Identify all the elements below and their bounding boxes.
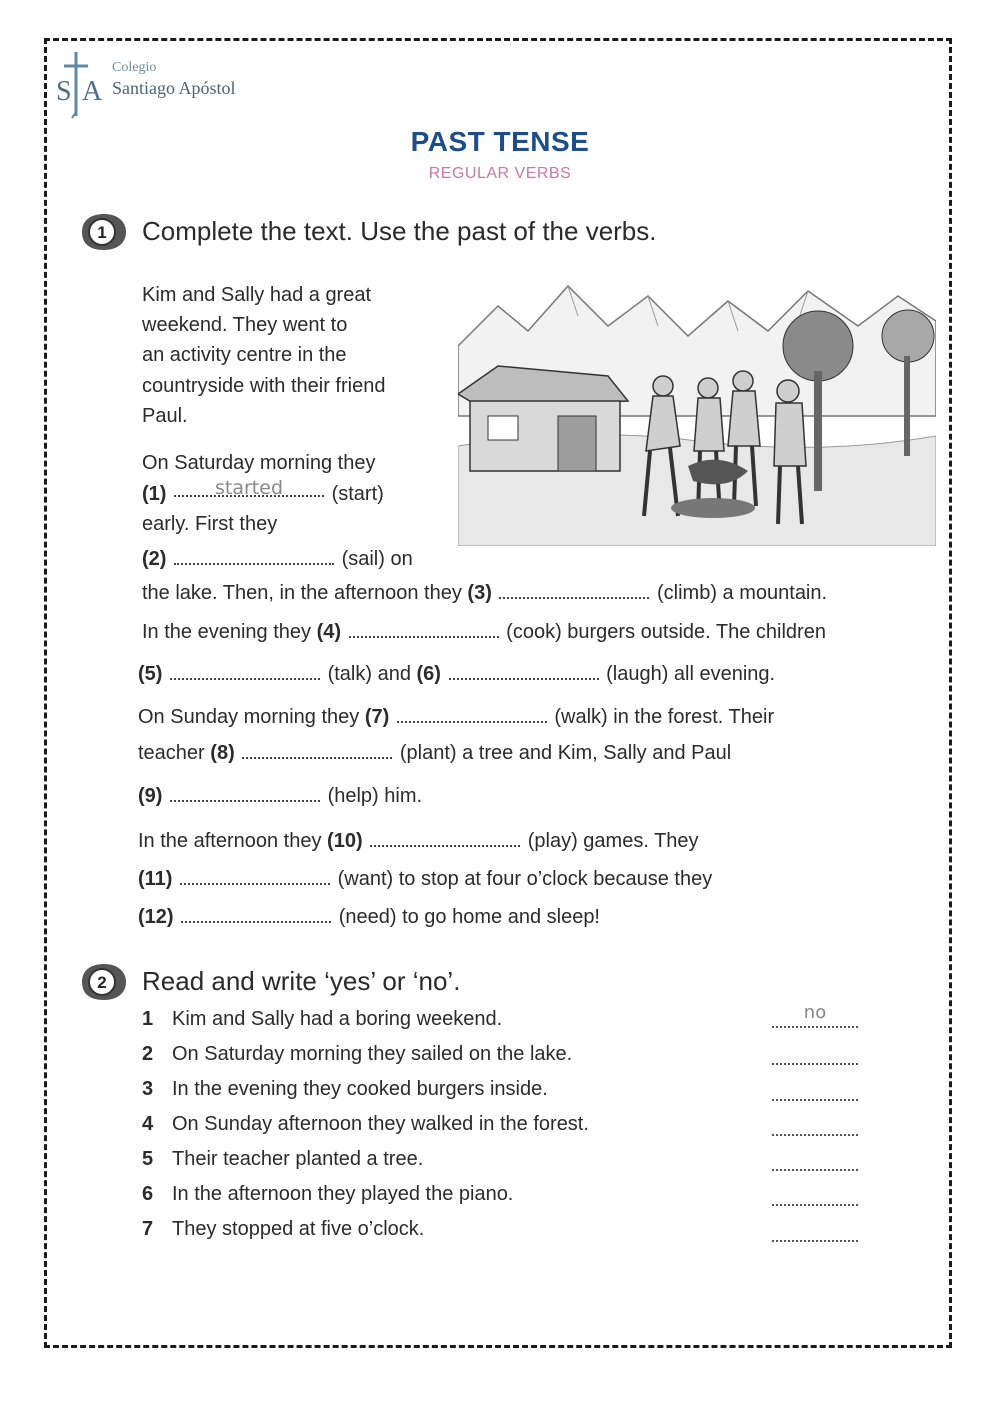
gap-4-input[interactable] bbox=[349, 620, 499, 638]
question-text: They stopped at five o’clock. bbox=[172, 1218, 425, 1240]
text-line-1 bbox=[142, 479, 384, 509]
intro-line: an activity centre in the bbox=[142, 344, 347, 366]
line-text: the lake. Then, in the afternoon they bbox=[142, 582, 462, 604]
gap-number: (12) bbox=[138, 906, 174, 928]
text-line: early. First they bbox=[142, 513, 278, 535]
gap-number: (3) bbox=[467, 582, 492, 604]
text-line-2 bbox=[142, 544, 413, 574]
verb-hint: (talk) and bbox=[327, 663, 411, 685]
verb-hint: (start) bbox=[331, 483, 384, 505]
gap-11-input[interactable] bbox=[180, 867, 330, 885]
question-text: Their teacher planted a tree. bbox=[172, 1148, 424, 1170]
gap-12-input[interactable] bbox=[181, 905, 331, 923]
gap-number: (1) bbox=[142, 483, 167, 505]
question-number: 6 bbox=[142, 1183, 154, 1205]
verb-hint: (plant) a tree and Kim, Sally and Paul bbox=[399, 742, 732, 764]
question-number: 7 bbox=[142, 1218, 154, 1240]
answer-6-input[interactable] bbox=[772, 1190, 858, 1206]
question-text: On Sunday afternoon they walked in the forest. bbox=[172, 1113, 589, 1135]
text-line: On Saturday morning they bbox=[142, 452, 376, 474]
gap-number: (2) bbox=[142, 548, 167, 570]
gap-number: (6) bbox=[416, 663, 441, 685]
exercise-1-number: 1 bbox=[97, 223, 107, 242]
line-text: In the afternoon they bbox=[138, 830, 322, 852]
question-item bbox=[142, 1148, 423, 1171]
intro-line: weekend. They went to bbox=[142, 314, 348, 336]
text-line-11 bbox=[138, 864, 712, 894]
svg-text:S: S bbox=[56, 76, 72, 107]
exercise-number-badge-icon bbox=[76, 212, 128, 252]
verb-hint: (want) to stop at four o’clock because they bbox=[337, 868, 713, 890]
question-number: 1 bbox=[142, 1008, 154, 1030]
question-item bbox=[142, 1183, 513, 1206]
gap-number: (10) bbox=[327, 830, 363, 852]
question-item bbox=[142, 1008, 502, 1031]
question-text: In the evening they cooked burgers inside. bbox=[172, 1078, 548, 1100]
verb-hint: (play) games. They bbox=[527, 830, 699, 852]
answer-7-input[interactable] bbox=[772, 1226, 858, 1242]
answer-2-input[interactable] bbox=[772, 1049, 858, 1065]
logo-college-text: Colegio bbox=[112, 60, 157, 75]
question-text: On Saturday morning they sailed on the lake. bbox=[172, 1043, 573, 1065]
gap-number: (7) bbox=[364, 706, 390, 728]
gap-8-input[interactable] bbox=[242, 741, 392, 759]
text-line-5 bbox=[138, 659, 775, 689]
text-line-10 bbox=[138, 826, 699, 856]
page-title: PAST TENSE bbox=[410, 126, 590, 157]
text-line-8 bbox=[138, 738, 731, 768]
question-item bbox=[142, 1078, 548, 1101]
gap-1-input[interactable]: started bbox=[174, 479, 324, 497]
gap-7-input[interactable] bbox=[397, 705, 547, 723]
gap-9-input[interactable] bbox=[170, 784, 320, 802]
verb-hint: (cook) burgers outside. The children bbox=[506, 621, 826, 643]
question-number: 3 bbox=[142, 1078, 154, 1100]
page-subtitle: REGULAR VERBS bbox=[428, 165, 572, 182]
intro-line: Kim and Sally had a great bbox=[142, 284, 372, 306]
activity-centre-illustration bbox=[458, 276, 936, 546]
question-text: Kim and Sally had a boring weekend. bbox=[172, 1008, 503, 1030]
line-text: teacher bbox=[138, 742, 205, 764]
verb-hint: (sail) on bbox=[341, 548, 413, 570]
intro-line: countryside with their friend bbox=[142, 375, 386, 397]
answer-5-input[interactable] bbox=[772, 1155, 858, 1171]
gap-number: (4) bbox=[316, 621, 342, 643]
question-number: 4 bbox=[142, 1113, 154, 1135]
gap-10-input[interactable] bbox=[370, 829, 520, 847]
question-number: 5 bbox=[142, 1148, 154, 1170]
exercise-2-instruction: Read and write ‘yes’ or ‘no’. bbox=[142, 966, 461, 996]
answer-4-input[interactable] bbox=[772, 1120, 858, 1136]
cross-logo-icon bbox=[54, 50, 110, 120]
verb-hint: (climb) a mountain. bbox=[657, 582, 828, 604]
logo-school-name: Santiago Apóstol bbox=[112, 78, 236, 98]
question-item bbox=[142, 1043, 572, 1066]
exercise-1-instruction: Complete the text. Use the past of the verbs. bbox=[142, 216, 657, 246]
verb-hint: (help) him. bbox=[327, 785, 423, 807]
svg-text:A: A bbox=[82, 76, 103, 107]
gap-6-input[interactable] bbox=[449, 662, 599, 680]
text-line-9 bbox=[138, 781, 422, 811]
question-text: In the afternoon they played the piano. bbox=[172, 1183, 514, 1205]
text-line-4 bbox=[142, 617, 826, 647]
line-text: On Sunday morning they bbox=[138, 706, 360, 728]
question-item bbox=[142, 1113, 589, 1136]
verb-hint: (laugh) all evening. bbox=[606, 663, 776, 685]
gap-5-input[interactable] bbox=[170, 662, 320, 680]
question-item bbox=[142, 1218, 424, 1241]
school-logo bbox=[54, 50, 274, 120]
gap-3-input[interactable] bbox=[499, 581, 649, 599]
exercise-2-number: 2 bbox=[97, 973, 107, 992]
gap-number: (11) bbox=[138, 868, 173, 890]
gap-number: (9) bbox=[138, 785, 163, 807]
verb-hint: (need) to go home and sleep! bbox=[338, 906, 600, 928]
text-line-12 bbox=[138, 902, 600, 932]
exercise-number-badge-icon bbox=[76, 962, 128, 1002]
answer-3-input[interactable] bbox=[772, 1085, 858, 1101]
answer-1-input[interactable]: no bbox=[772, 1012, 858, 1028]
question-number: 2 bbox=[142, 1043, 154, 1065]
text-line-3 bbox=[142, 578, 827, 608]
text-line-7 bbox=[138, 702, 774, 732]
line-text: In the evening they bbox=[142, 621, 312, 643]
intro-line: Paul. bbox=[142, 405, 188, 427]
gap-number: (8) bbox=[210, 742, 235, 764]
gap-number: (5) bbox=[138, 663, 163, 685]
verb-hint: (walk) in the forest. Their bbox=[554, 706, 775, 728]
gap-2-input[interactable] bbox=[174, 547, 334, 565]
